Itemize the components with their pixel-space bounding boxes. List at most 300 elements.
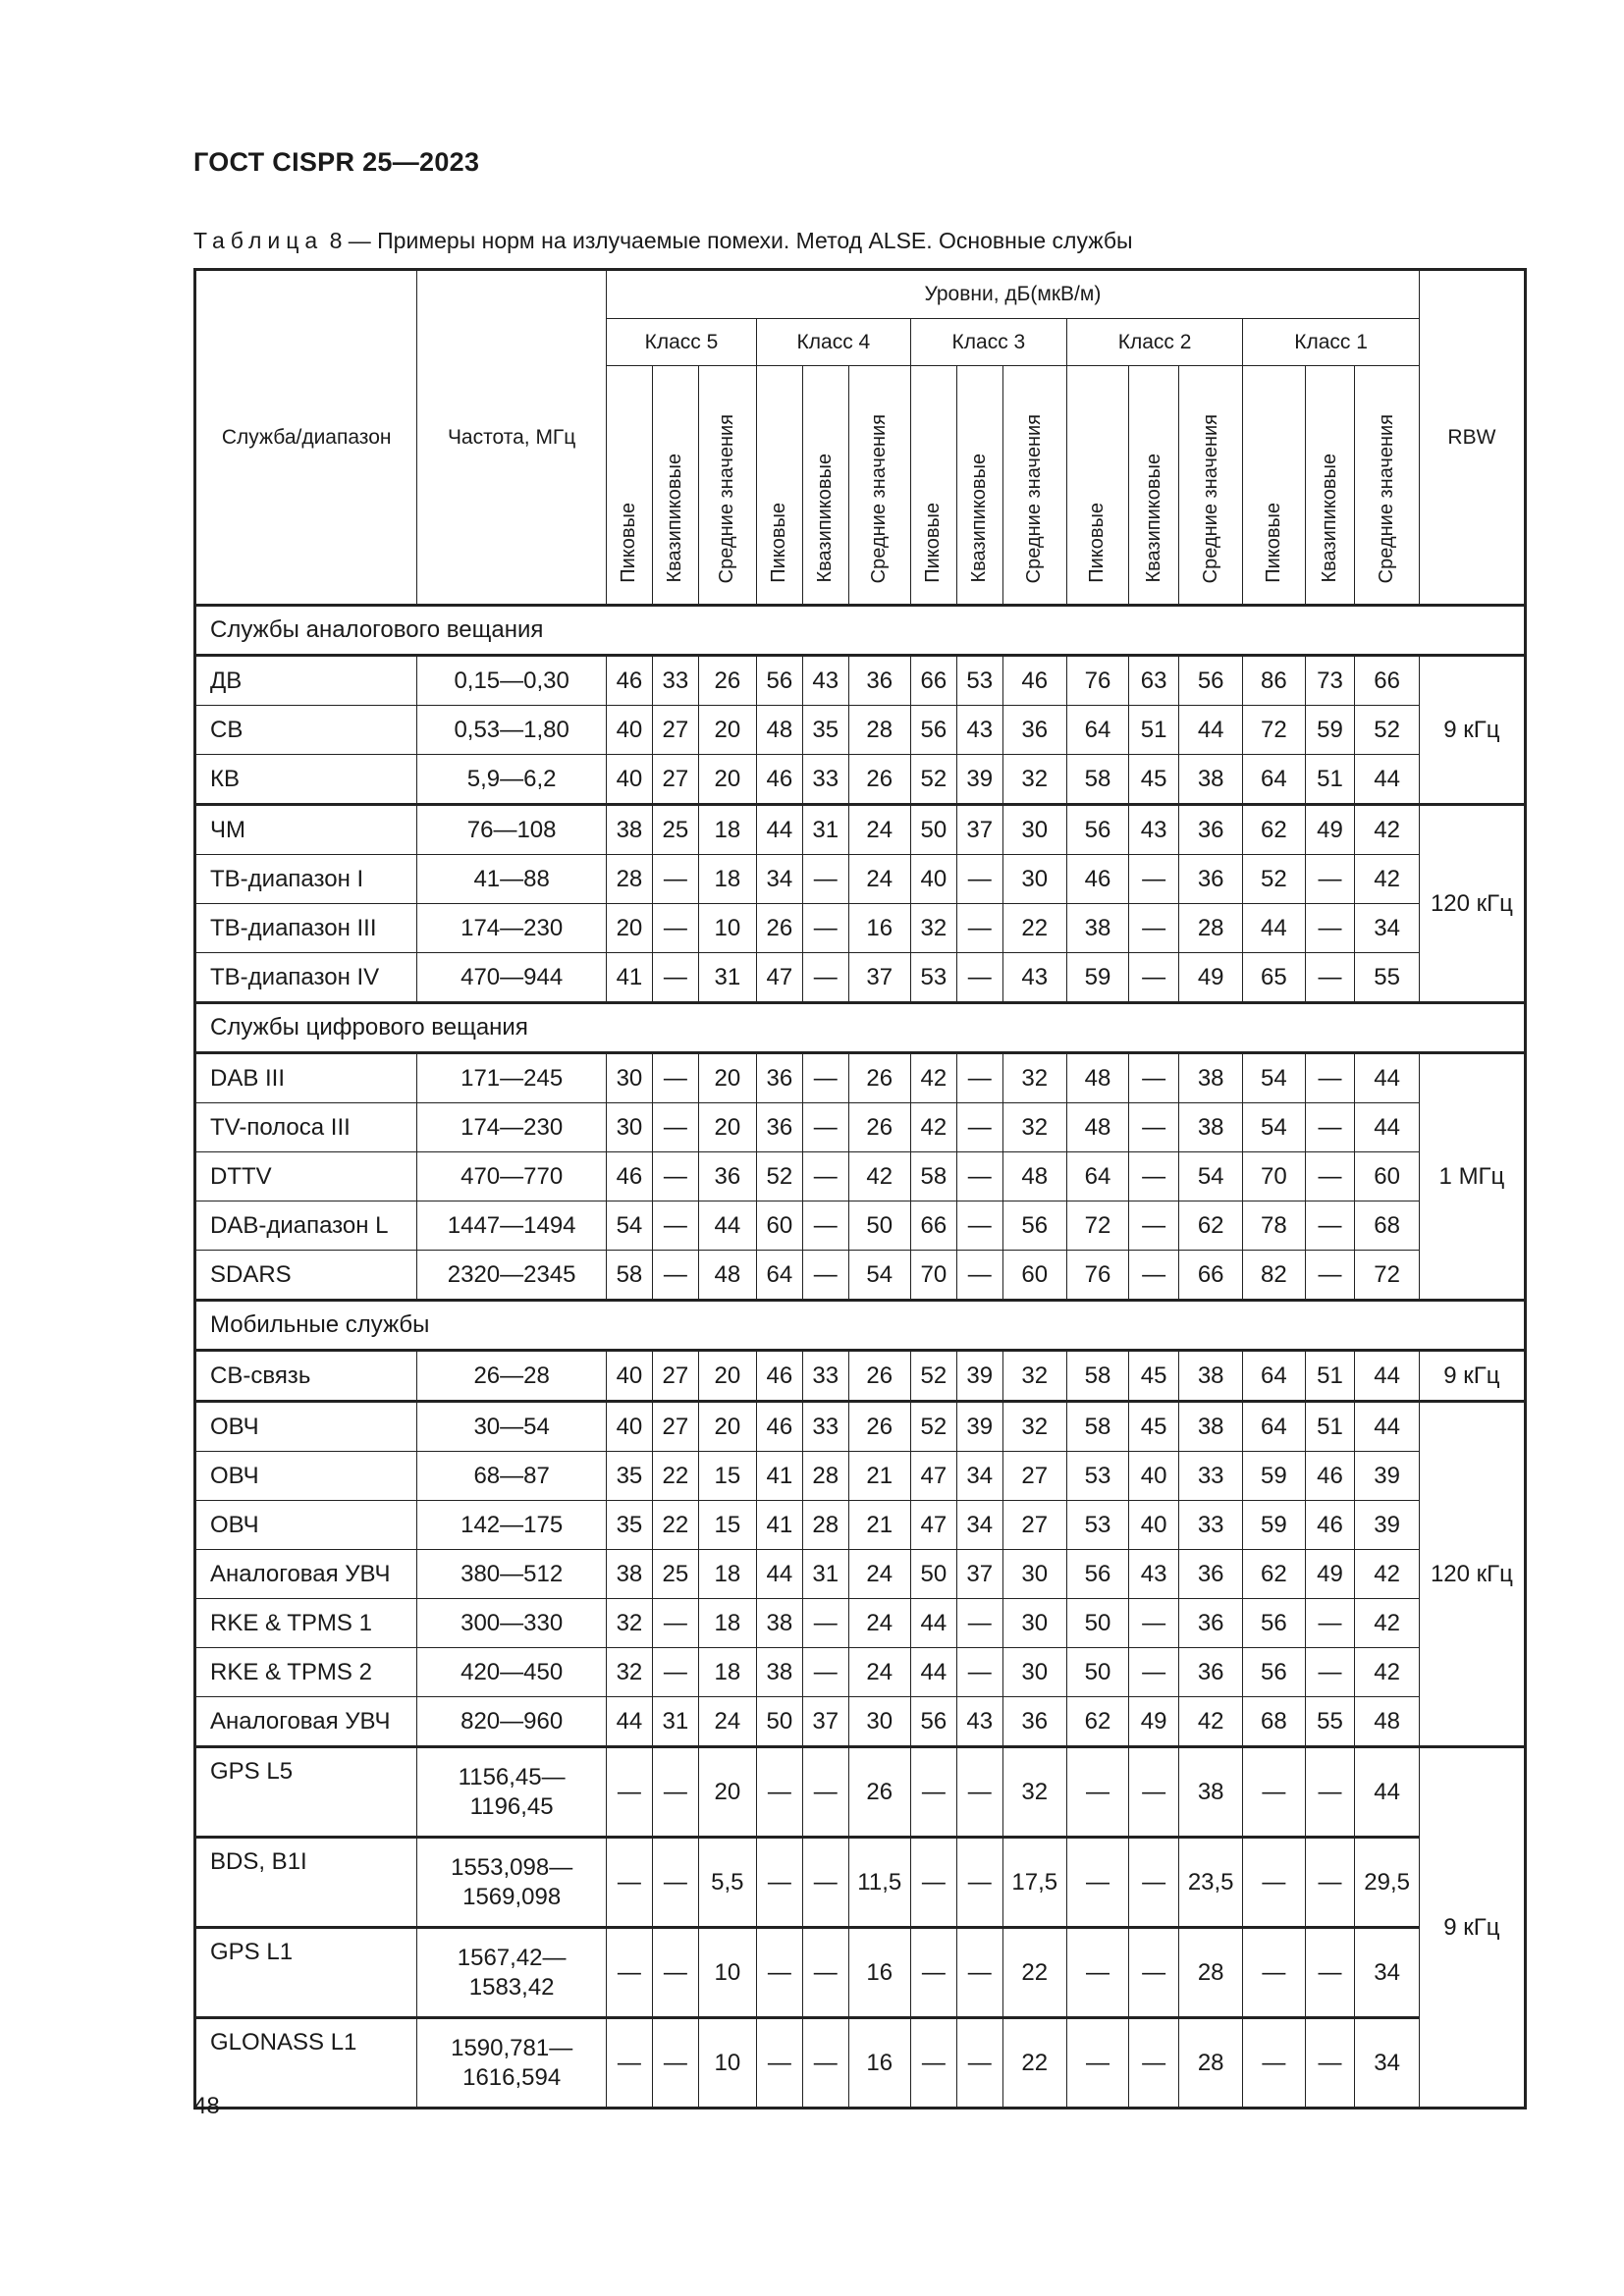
value-cell: 20	[698, 1053, 756, 1103]
value-cell: 27	[1002, 1452, 1066, 1501]
value-cell: —	[956, 1053, 1002, 1103]
value-cell: 30	[848, 1697, 910, 1747]
value-cell: 49	[1129, 1697, 1179, 1747]
value-cell: 76	[1066, 656, 1128, 706]
value-cell: 25	[652, 1550, 698, 1599]
value-cell: 64	[756, 1251, 802, 1301]
value-cell: 48	[756, 706, 802, 755]
value-cell: 28	[1179, 2018, 1243, 2109]
value-cell: —	[1305, 1838, 1355, 1928]
value-cell: —	[802, 1201, 848, 1251]
value-cell: 70	[910, 1251, 956, 1301]
value-cell: —	[910, 1928, 956, 2018]
value-cell: 34	[1355, 2018, 1419, 2109]
value-cell: —	[956, 904, 1002, 953]
value-cell: 58	[910, 1152, 956, 1201]
value-cell: 28	[606, 855, 652, 904]
value-cell: —	[1129, 855, 1179, 904]
value-cell: —	[1305, 953, 1355, 1003]
value-cell: 38	[1179, 1351, 1243, 1402]
value-cell: 62	[1243, 1550, 1305, 1599]
value-cell: 66	[1179, 1251, 1243, 1301]
service-cell: ОВЧ	[195, 1452, 417, 1501]
value-cell: —	[1305, 855, 1355, 904]
table-row	[195, 953, 1526, 1003]
value-cell: 26	[848, 1747, 910, 1838]
value-cell: 49	[1305, 805, 1355, 855]
frequency-cell: 1590,781— 1616,594	[417, 2018, 607, 2109]
value-cell: 22	[652, 1501, 698, 1550]
value-cell: 53	[1066, 1452, 1128, 1501]
value-cell: 16	[848, 904, 910, 953]
value-cell: 42	[1179, 1697, 1243, 1747]
service-cell: СВ	[195, 706, 417, 755]
detector-label: Квазипиковые	[664, 454, 686, 583]
value-cell: 28	[802, 1501, 848, 1550]
value-cell: 44	[1355, 1351, 1419, 1402]
value-cell: —	[1305, 1648, 1355, 1697]
value-cell: —	[1305, 1103, 1355, 1152]
value-cell: 32	[1002, 1053, 1066, 1103]
value-cell: 44	[756, 1550, 802, 1599]
value-cell: 72	[1066, 1201, 1128, 1251]
value-cell: 51	[1305, 1402, 1355, 1452]
value-cell: 38	[1179, 1053, 1243, 1103]
value-cell: 59	[1243, 1452, 1305, 1501]
service-cell: КВ	[195, 755, 417, 805]
value-cell: —	[1305, 1053, 1355, 1103]
detector-label: Квазипиковые	[1318, 454, 1340, 583]
value-cell: 38	[1179, 1103, 1243, 1152]
value-cell: 52	[756, 1152, 802, 1201]
value-cell: —	[1305, 2018, 1355, 2109]
table-row	[195, 1452, 1526, 1501]
value-cell: 56	[1179, 656, 1243, 706]
value-cell: 86	[1243, 656, 1305, 706]
value-cell: 18	[698, 1599, 756, 1648]
value-cell: 56	[910, 1697, 956, 1747]
value-cell: 44	[1243, 904, 1305, 953]
frequency-cell: 26—28	[417, 1351, 607, 1402]
value-cell: 27	[1002, 1501, 1066, 1550]
value-cell: 10	[698, 1928, 756, 2018]
value-cell: 31	[802, 1550, 848, 1599]
frequency-cell: 1447—1494	[417, 1201, 607, 1251]
value-cell: 42	[1355, 1648, 1419, 1697]
caption-label: Таблица	[193, 228, 324, 253]
value-cell: —	[1129, 1152, 1179, 1201]
detector-label: Пиковые	[922, 503, 945, 583]
value-cell: 39	[956, 1351, 1002, 1402]
value-cell: 36	[1179, 855, 1243, 904]
value-cell: 43	[1129, 1550, 1179, 1599]
value-cell: —	[802, 1152, 848, 1201]
value-cell: 20	[698, 1351, 756, 1402]
value-cell: 43	[802, 656, 848, 706]
col-header-class-1: Класс 1	[1243, 319, 1420, 366]
value-cell: 44	[1355, 1053, 1419, 1103]
value-cell: 5,5	[698, 1838, 756, 1928]
table-row	[195, 1648, 1526, 1697]
table-row	[195, 805, 1526, 855]
table-row	[195, 1351, 1526, 1402]
frequency-cell: 380—512	[417, 1550, 607, 1599]
table-row	[195, 1251, 1526, 1301]
value-cell: 38	[756, 1648, 802, 1697]
service-cell: Аналоговая УВЧ	[195, 1697, 417, 1747]
value-cell: —	[756, 1838, 802, 1928]
value-cell: 32	[1002, 1402, 1066, 1452]
value-cell: 37	[956, 1550, 1002, 1599]
value-cell: 53	[956, 656, 1002, 706]
col-header-detector	[910, 366, 956, 606]
value-cell: —	[652, 1053, 698, 1103]
value-cell: 20	[698, 1103, 756, 1152]
value-cell: 51	[1129, 706, 1179, 755]
value-cell: 72	[1243, 706, 1305, 755]
value-cell: 40	[606, 1351, 652, 1402]
value-cell: 34	[956, 1501, 1002, 1550]
value-cell: 42	[1355, 805, 1419, 855]
value-cell: 36	[756, 1103, 802, 1152]
value-cell: 62	[1066, 1697, 1128, 1747]
value-cell: 38	[606, 805, 652, 855]
value-cell: 58	[1066, 1351, 1128, 1402]
col-header-class-5: Класс 5	[606, 319, 756, 366]
value-cell: 41	[756, 1452, 802, 1501]
value-cell: 10	[698, 904, 756, 953]
value-cell: 33	[1179, 1452, 1243, 1501]
value-cell: 32	[1002, 1103, 1066, 1152]
value-cell: 59	[1243, 1501, 1305, 1550]
col-header-class-4: Класс 4	[756, 319, 910, 366]
value-cell: —	[1305, 1201, 1355, 1251]
value-cell: 36	[1002, 1697, 1066, 1747]
rbw-cell: 9 кГц	[1419, 1747, 1525, 2109]
value-cell: 22	[1002, 1928, 1066, 2018]
col-header-detector	[956, 366, 1002, 606]
value-cell: —	[606, 1747, 652, 1838]
value-cell: 37	[802, 1697, 848, 1747]
value-cell: 26	[848, 1103, 910, 1152]
value-cell: 32	[1002, 1747, 1066, 1838]
value-cell: —	[652, 904, 698, 953]
value-cell: —	[802, 953, 848, 1003]
value-cell: —	[1305, 1928, 1355, 2018]
value-cell: 49	[1179, 953, 1243, 1003]
service-cell: ТВ-диапазон I	[195, 855, 417, 904]
value-cell: 44	[910, 1648, 956, 1697]
value-cell: 50	[1066, 1599, 1128, 1648]
value-cell: 43	[956, 1697, 1002, 1747]
value-cell: 76	[1066, 1251, 1128, 1301]
value-cell: —	[956, 953, 1002, 1003]
detector-label: Квазипиковые	[968, 454, 991, 583]
value-cell: 24	[848, 805, 910, 855]
value-cell: 33	[1179, 1501, 1243, 1550]
value-cell: 42	[848, 1152, 910, 1201]
section-title: Службы цифрового вещания	[195, 1003, 1526, 1053]
value-cell: 56	[1066, 1550, 1128, 1599]
value-cell: 28	[1179, 1928, 1243, 2018]
service-cell: ТВ-диапазон IV	[195, 953, 417, 1003]
col-header-frequency: Частота, МГц	[417, 270, 607, 606]
value-cell: 32	[606, 1648, 652, 1697]
value-cell: —	[606, 1928, 652, 2018]
value-cell: —	[1129, 1838, 1179, 1928]
value-cell: 21	[848, 1501, 910, 1550]
caption-text: 8 — Примеры норм на излучаемые помехи. Метод ALSE. Основные службы	[323, 228, 1133, 253]
value-cell: 44	[1355, 1103, 1419, 1152]
value-cell: 54	[1243, 1103, 1305, 1152]
value-cell: —	[910, 2018, 956, 2109]
table-row	[195, 1747, 1526, 1838]
section-title: Мобильные службы	[195, 1301, 1526, 1351]
value-cell: 52	[1355, 706, 1419, 755]
value-cell: —	[1066, 1838, 1128, 1928]
service-cell: BDS, B1I	[195, 1838, 417, 1928]
detector-label: Средние значения	[1376, 413, 1398, 583]
detector-label: Пиковые	[1086, 503, 1109, 583]
value-cell: 66	[910, 1201, 956, 1251]
value-cell: 32	[910, 904, 956, 953]
frequency-cell: 0,15—0,30	[417, 656, 607, 706]
value-cell: 40	[606, 706, 652, 755]
value-cell: —	[1243, 1928, 1305, 2018]
value-cell: 58	[1066, 755, 1128, 805]
table-row	[195, 1838, 1526, 1928]
value-cell: 36	[1179, 1648, 1243, 1697]
value-cell: —	[652, 855, 698, 904]
service-cell: GLONASS L1	[195, 2018, 417, 2109]
value-cell: 60	[1002, 1251, 1066, 1301]
value-cell: 36	[1179, 805, 1243, 855]
rbw-cell: 9 кГц	[1419, 1351, 1525, 1402]
col-header-levels: Уровни, дБ(мкВ/м)	[606, 270, 1419, 319]
service-cell: Аналоговая УВЧ	[195, 1550, 417, 1599]
value-cell: 34	[1355, 1928, 1419, 2018]
value-cell: 36	[1002, 706, 1066, 755]
value-cell: —	[652, 953, 698, 1003]
table-row	[195, 1152, 1526, 1201]
value-cell: 54	[606, 1201, 652, 1251]
value-cell: 55	[1355, 953, 1419, 1003]
service-cell: GPS L5	[195, 1747, 417, 1838]
value-cell: 40	[1129, 1501, 1179, 1550]
value-cell: 31	[802, 805, 848, 855]
value-cell: 46	[1305, 1501, 1355, 1550]
value-cell: 36	[1179, 1599, 1243, 1648]
value-cell: 38	[1179, 755, 1243, 805]
value-cell: 47	[910, 1452, 956, 1501]
value-cell: 36	[756, 1053, 802, 1103]
value-cell: 18	[698, 1648, 756, 1697]
value-cell: 22	[652, 1452, 698, 1501]
col-header-detector	[1243, 366, 1305, 606]
col-header-detector	[802, 366, 848, 606]
value-cell: 27	[652, 706, 698, 755]
value-cell: 51	[1305, 755, 1355, 805]
value-cell: 62	[1243, 805, 1305, 855]
value-cell: 28	[1179, 904, 1243, 953]
value-cell: 39	[1355, 1452, 1419, 1501]
value-cell: 62	[1179, 1201, 1243, 1251]
emission-limits-table	[193, 268, 1527, 2109]
value-cell: —	[1129, 953, 1179, 1003]
col-header-detector	[848, 366, 910, 606]
rbw-cell: 120 кГц	[1419, 1402, 1525, 1747]
service-cell: RKE & TPMS 1	[195, 1599, 417, 1648]
value-cell: 43	[956, 706, 1002, 755]
value-cell: 26	[848, 1053, 910, 1103]
value-cell: 23,5	[1179, 1838, 1243, 1928]
value-cell: —	[1243, 2018, 1305, 2109]
value-cell: 40	[606, 755, 652, 805]
frequency-cell: 470—770	[417, 1152, 607, 1201]
value-cell: 38	[1179, 1402, 1243, 1452]
value-cell: —	[1243, 1838, 1305, 1928]
value-cell: 36	[1179, 1550, 1243, 1599]
value-cell: 24	[848, 1648, 910, 1697]
value-cell: 15	[698, 1501, 756, 1550]
col-header-service: Служба/диапазон	[195, 270, 417, 606]
table-row	[195, 755, 1526, 805]
value-cell: —	[1129, 1251, 1179, 1301]
frequency-cell: 30—54	[417, 1402, 607, 1452]
value-cell: 35	[606, 1452, 652, 1501]
value-cell: 46	[606, 656, 652, 706]
value-cell: —	[652, 1928, 698, 2018]
service-cell: ЧМ	[195, 805, 417, 855]
value-cell: 64	[1243, 755, 1305, 805]
value-cell: 46	[1002, 656, 1066, 706]
value-cell: —	[802, 1251, 848, 1301]
value-cell: 64	[1243, 1402, 1305, 1452]
frequency-cell: 0,53—1,80	[417, 706, 607, 755]
col-header-detector	[756, 366, 802, 606]
value-cell: —	[802, 1838, 848, 1928]
value-cell: 26	[698, 656, 756, 706]
value-cell: 38	[1066, 904, 1128, 953]
value-cell: 48	[698, 1251, 756, 1301]
value-cell: —	[1129, 1599, 1179, 1648]
value-cell: 52	[910, 755, 956, 805]
value-cell: 31	[698, 953, 756, 1003]
value-cell: 50	[756, 1697, 802, 1747]
value-cell: 56	[756, 656, 802, 706]
value-cell: 70	[1243, 1152, 1305, 1201]
value-cell: 46	[756, 755, 802, 805]
value-cell: 54	[1243, 1053, 1305, 1103]
value-cell: 52	[910, 1351, 956, 1402]
value-cell: 26	[848, 1402, 910, 1452]
value-cell: 20	[606, 904, 652, 953]
value-cell: —	[802, 2018, 848, 2109]
service-cell: ДВ	[195, 656, 417, 706]
frequency-cell: 1567,42— 1583,42	[417, 1928, 607, 2018]
value-cell: 30	[606, 1053, 652, 1103]
value-cell: 32	[1002, 1351, 1066, 1402]
rbw-cell: 1 МГц	[1419, 1053, 1525, 1301]
value-cell: 44	[1179, 706, 1243, 755]
value-cell: —	[802, 904, 848, 953]
value-cell: —	[1129, 1928, 1179, 2018]
table-caption	[193, 228, 1133, 254]
value-cell: 10	[698, 2018, 756, 2109]
value-cell: —	[956, 2018, 1002, 2109]
value-cell: —	[652, 1152, 698, 1201]
value-cell: —	[956, 1928, 1002, 2018]
frequency-cell: 174—230	[417, 1103, 607, 1152]
table-row	[195, 1103, 1526, 1152]
value-cell: 18	[698, 1550, 756, 1599]
col-header-detector	[698, 366, 756, 606]
value-cell: 30	[1002, 855, 1066, 904]
value-cell: 38	[1179, 1747, 1243, 1838]
value-cell: —	[1305, 1747, 1355, 1838]
frequency-cell: 41—88	[417, 855, 607, 904]
value-cell: —	[956, 1838, 1002, 1928]
value-cell: —	[956, 1251, 1002, 1301]
value-cell: —	[802, 1648, 848, 1697]
value-cell: 37	[848, 953, 910, 1003]
value-cell: —	[956, 1648, 1002, 1697]
document-header: ГОСТ CISPR 25—2023	[193, 147, 480, 177]
table-row	[195, 1599, 1526, 1648]
value-cell: 30	[1002, 1550, 1066, 1599]
value-cell: 73	[1305, 656, 1355, 706]
value-cell: 30	[1002, 1599, 1066, 1648]
value-cell: 46	[1066, 855, 1128, 904]
value-cell: 45	[1129, 1402, 1179, 1452]
detector-label: Пиковые	[618, 503, 640, 583]
value-cell: 38	[756, 1599, 802, 1648]
value-cell: 33	[802, 755, 848, 805]
value-cell: —	[910, 1747, 956, 1838]
value-cell: —	[652, 1251, 698, 1301]
value-cell: —	[802, 1053, 848, 1103]
value-cell: 46	[756, 1351, 802, 1402]
value-cell: —	[1066, 2018, 1128, 2109]
value-cell: 60	[1355, 1152, 1419, 1201]
value-cell: 32	[606, 1599, 652, 1648]
value-cell: 27	[652, 1402, 698, 1452]
value-cell: 32	[1002, 755, 1066, 805]
value-cell: —	[802, 855, 848, 904]
value-cell: 46	[756, 1402, 802, 1452]
value-cell: 64	[1066, 706, 1128, 755]
value-cell: —	[652, 1838, 698, 1928]
value-cell: 24	[848, 1599, 910, 1648]
frequency-cell: 2320—2345	[417, 1251, 607, 1301]
value-cell: 38	[606, 1550, 652, 1599]
detector-label: Средние значения	[1199, 413, 1221, 583]
value-cell: 41	[606, 953, 652, 1003]
value-cell: 33	[802, 1402, 848, 1452]
value-cell: 40	[910, 855, 956, 904]
section-title: Службы аналогового вещания	[195, 606, 1526, 656]
value-cell: 59	[1305, 706, 1355, 755]
frequency-cell: 420—450	[417, 1648, 607, 1697]
value-cell: 47	[910, 1501, 956, 1550]
value-cell: 34	[1355, 904, 1419, 953]
service-cell: ТВ-диапазон III	[195, 904, 417, 953]
value-cell: 50	[910, 805, 956, 855]
value-cell: —	[1129, 1053, 1179, 1103]
col-header-detector	[606, 366, 652, 606]
frequency-cell: 171—245	[417, 1053, 607, 1103]
frequency-cell: 300—330	[417, 1599, 607, 1648]
